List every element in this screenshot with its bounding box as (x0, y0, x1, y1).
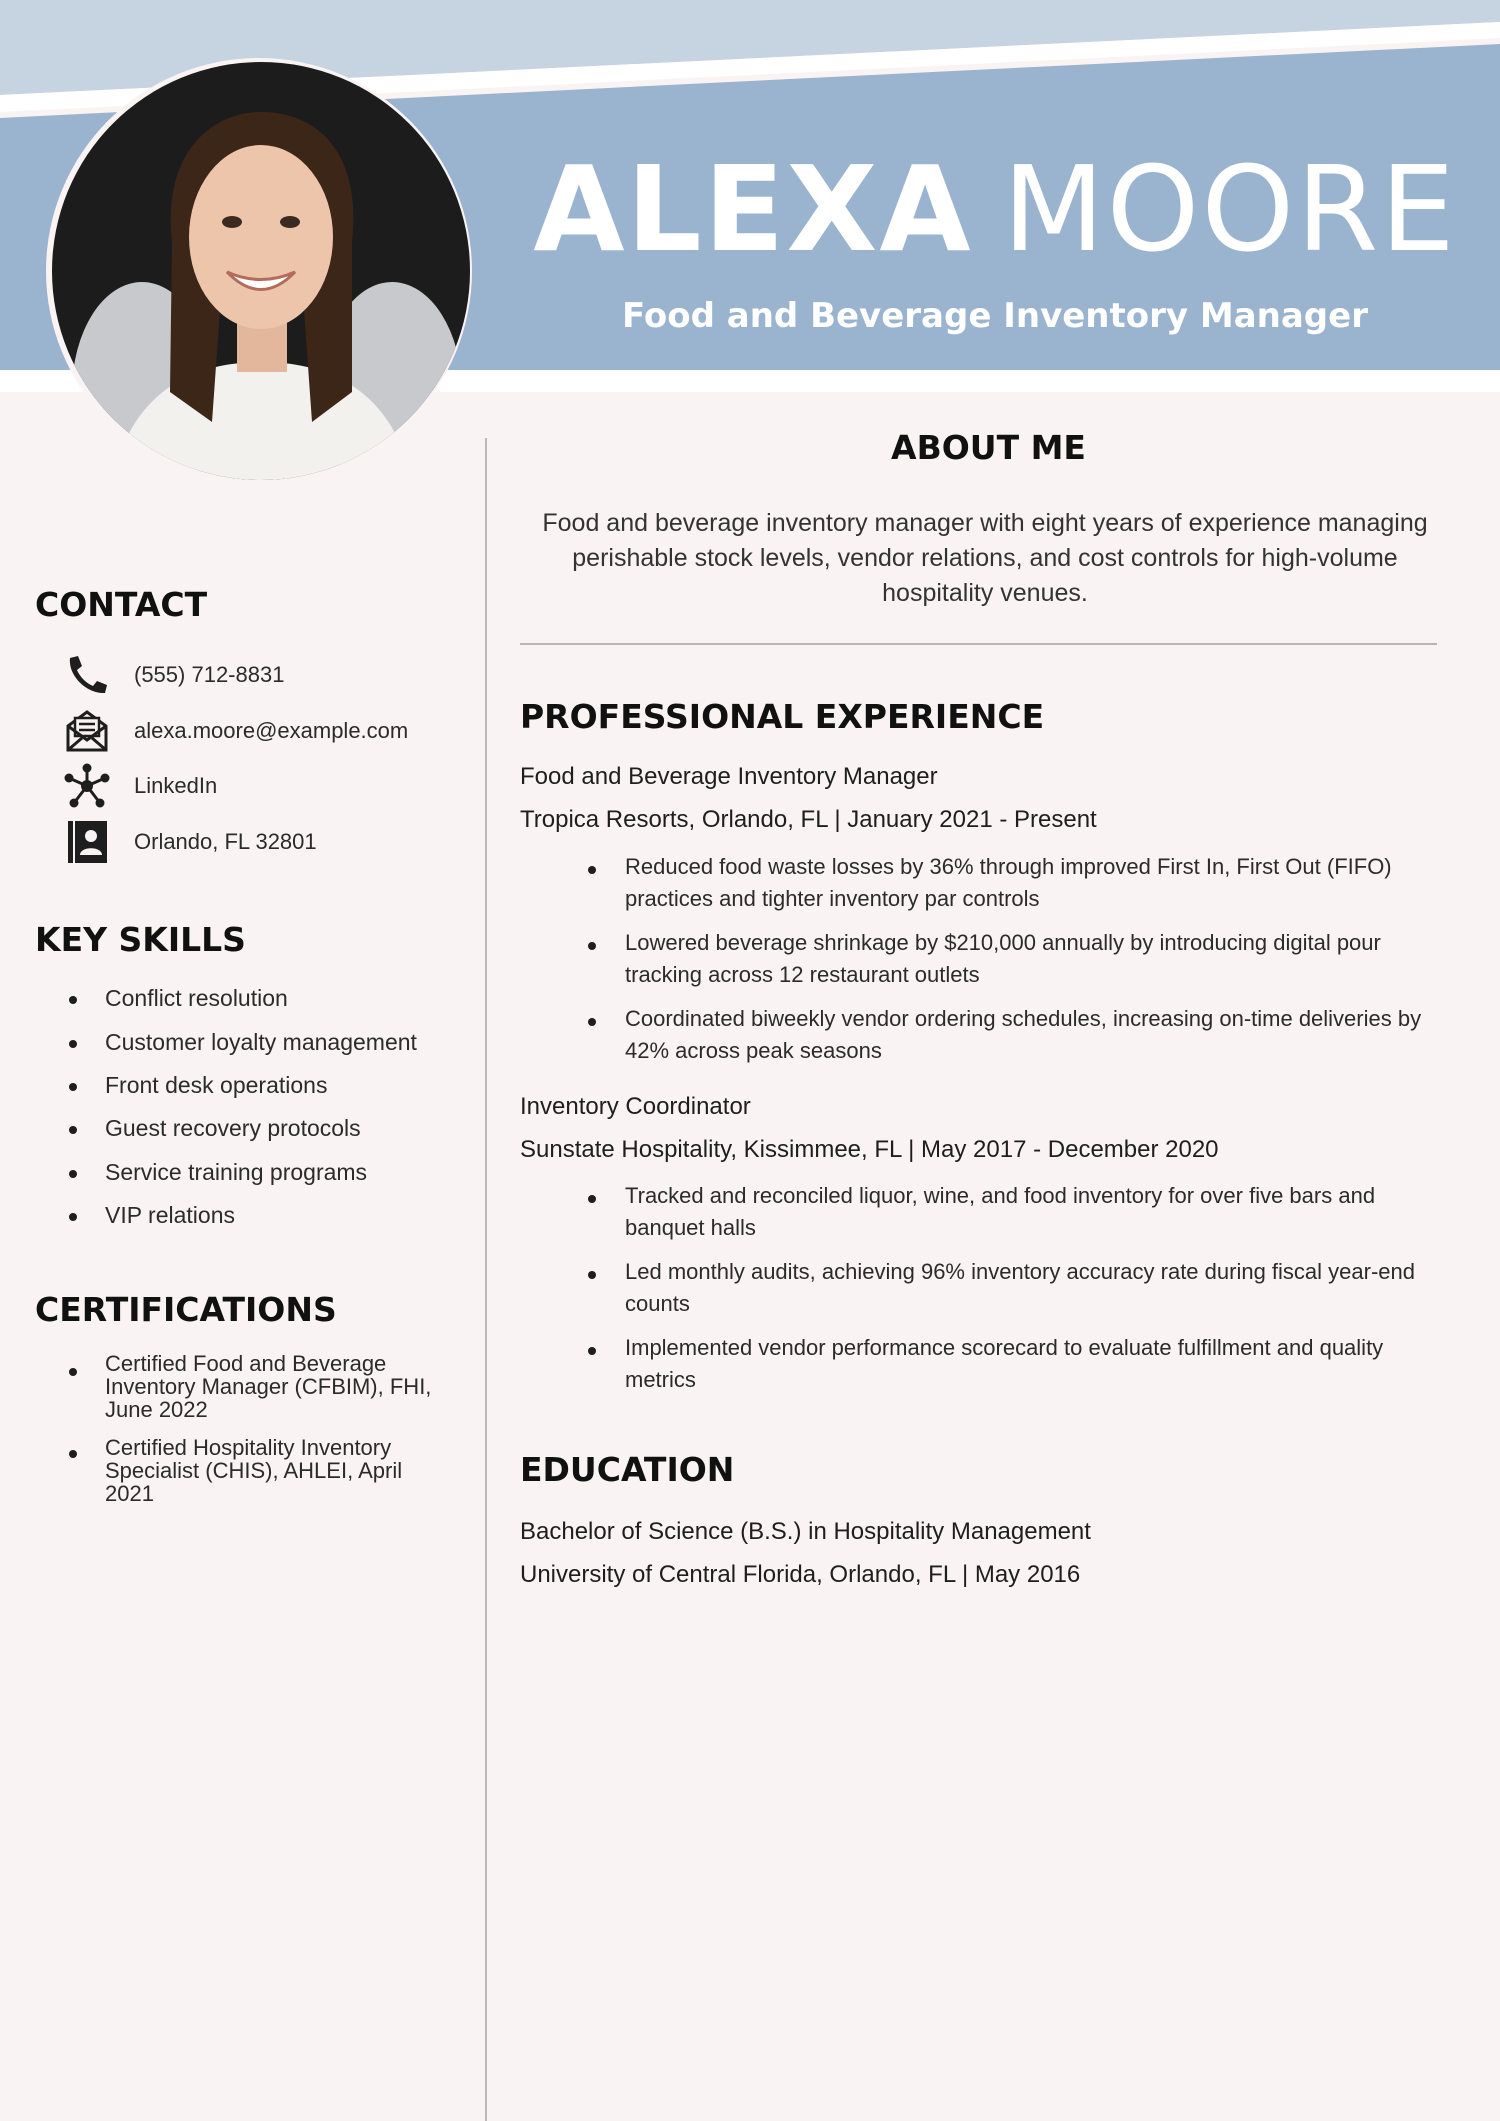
experience-heading: PROFESSIONAL EXPERIENCE (520, 697, 1045, 736)
certifications-heading: CERTIFICATIONS (35, 1290, 337, 1329)
contact-phone-text: (555) 712-8831 (134, 662, 285, 687)
avatar (52, 62, 470, 480)
bullet-dot (69, 1040, 77, 1048)
job-org: Tropica Resorts, Orlando, FL | January 2021 - Present (520, 806, 1097, 833)
job-role: Food and Beverage Inventory Manager (520, 763, 938, 790)
education-degree: Bachelor of Science (B.S.) in Hospitality Management (520, 1518, 1091, 1545)
contact-linkedin-text: LinkedIn (134, 773, 218, 798)
job-role: Inventory Coordinator (520, 1093, 751, 1120)
achievement-item: Implemented vendor performance scorecard to evaluate fulfillment and quality metrics (625, 1335, 1384, 1392)
achievement-item: Led monthly audits, achieving 96% inventory accuracy rate during fiscal year-end counts (625, 1259, 1415, 1316)
bullet-dot (69, 1170, 77, 1178)
achievement-item: Coordinated biweekly vendor ordering schedules, increasing on-time deliveries by 42% across peak seasons (625, 1006, 1422, 1063)
bullet-dot (69, 1450, 77, 1458)
certification-item: Certified Food and Beverage Inventory Manager (CFBIM), FHI, June 2022 (105, 1351, 432, 1422)
certification-item: Certified Hospitality Inventory Specialist (CHIS), AHLEI, April 2021 (105, 1435, 403, 1506)
bullet-dot (69, 996, 77, 1004)
bullet-dot (588, 1271, 596, 1279)
contact-linkedin[interactable] (62, 761, 462, 811)
skill-item: Customer loyalty management (105, 1029, 417, 1055)
bullet-dot (588, 866, 596, 874)
job-org: Sunstate Hospitality, Kissimmee, FL | May 2017 - December 2020 (520, 1136, 1219, 1163)
bullet-dot (588, 942, 596, 950)
bullet-dot (69, 1126, 77, 1134)
bullet-dot (69, 1368, 77, 1376)
bullet-dot (588, 1347, 596, 1355)
skills-heading: KEY SKILLS (35, 920, 246, 959)
bullet-dot (69, 1083, 77, 1091)
contact-phone[interactable] (62, 650, 462, 700)
bullet-dot (588, 1018, 596, 1026)
about-heading: ABOUT ME (891, 428, 1086, 467)
skill-item: VIP relations (105, 1202, 235, 1228)
skill-item: Conflict resolution (105, 985, 288, 1011)
about-text: Food and beverage inventory manager with eight years of experience managing perishable stock levels, vendor relations, and cost controls for high-volume hospitality venues. (542, 509, 1428, 607)
achievement-item: Reduced food waste losses by 36% through improved First In, First Out (FIFO) practices and tighter inventory par controls (625, 854, 1392, 911)
skill-item: Service training programs (105, 1159, 368, 1185)
first-name: ALEXA (533, 140, 973, 278)
job-title: Food and Beverage Inventory Manager (622, 296, 1368, 336)
section-divider (520, 643, 1437, 645)
contact-location-text: Orlando, FL 32801 (134, 829, 317, 854)
mail-icon (62, 708, 112, 754)
last-name: MOORE (1002, 140, 1457, 278)
column-divider (485, 438, 487, 2121)
candidate-name (520, 140, 1470, 278)
contact-heading: CONTACT (35, 585, 208, 624)
achievement-item: Lowered beverage shrinkage by $210,000 annually by introducing digital pour tracking across 12 restaurant outlets (625, 930, 1381, 987)
phone-icon (62, 652, 112, 698)
education-heading: EDUCATION (520, 1450, 735, 1489)
bullet-dot (588, 1195, 596, 1203)
skill-item: Guest recovery protocols (105, 1115, 361, 1141)
bullet-dot (69, 1213, 77, 1221)
contact-email-text: alexa.moore@example.com (134, 718, 409, 743)
profile-photo (52, 62, 470, 480)
network-icon (62, 763, 112, 809)
skill-item: Front desk operations (105, 1072, 328, 1098)
achievement-item: Tracked and reconciled liquor, wine, and food inventory for over five bars and banquet halls (625, 1183, 1376, 1240)
education-school: University of Central Florida, Orlando, FL | May 2016 (520, 1561, 1081, 1588)
contact-email[interactable] (62, 706, 462, 756)
contact-location (62, 817, 462, 867)
address-book-icon (62, 819, 112, 865)
